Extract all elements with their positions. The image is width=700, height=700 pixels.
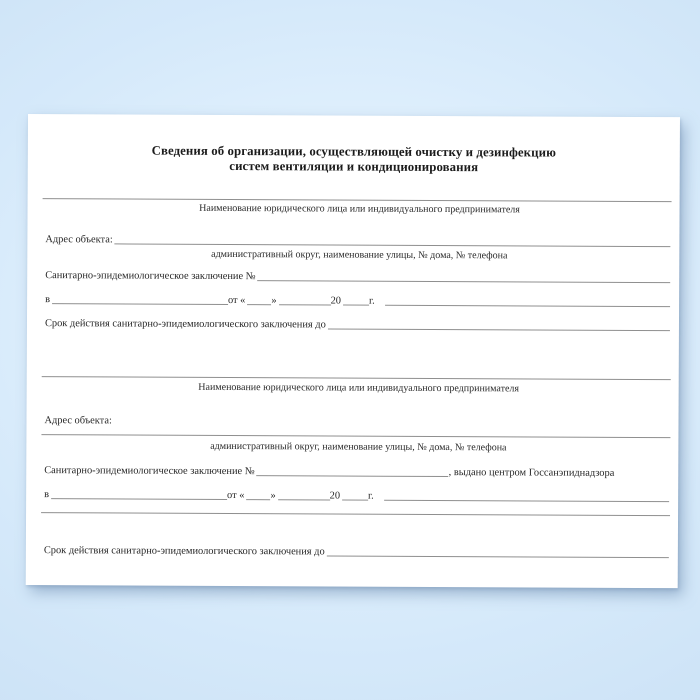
- conclusion-label: Санитарно-эпидемиологическое заключение №: [45, 270, 256, 283]
- year-prefix-label: 20: [330, 295, 342, 307]
- address-label: Адрес объекта:: [45, 234, 113, 246]
- issued-in-blank-line: [52, 300, 228, 305]
- year-prefix-label-2: 20: [329, 490, 341, 502]
- quote-close-label: »: [271, 295, 277, 307]
- issued-in-label: в: [45, 294, 51, 306]
- date-from-label-2: от «: [227, 489, 245, 502]
- org-name-blank-line: [43, 198, 672, 202]
- conclusion-field-row-2: [44, 465, 669, 480]
- document-title-line-2: систем вентиляции и кондиционирования: [229, 158, 479, 175]
- day-blank-line-2: [246, 496, 270, 500]
- conclusion-number-blank-line-2: [257, 472, 449, 477]
- issued-in-label-2: в: [44, 489, 50, 501]
- date-from-label: от «: [227, 294, 246, 307]
- quote-close-label-2: »: [270, 490, 276, 502]
- extra-blank-line-2: [384, 497, 669, 502]
- month-blank-line: [279, 301, 331, 305]
- day-blank-line: [247, 301, 271, 305]
- address-field-row: [45, 234, 670, 249]
- validity-blank-line: [328, 325, 670, 331]
- validity-field-row-2: [44, 545, 669, 560]
- issue-date-row: [45, 294, 670, 309]
- year-letter-label-2: г.: [368, 490, 374, 502]
- issue-date-row-2: [44, 489, 669, 504]
- validity-blank-line-2: [327, 552, 669, 558]
- conclusion-number-blank-line: [258, 277, 671, 283]
- month-blank-line-2: [278, 496, 330, 500]
- address-blank-line-2: [41, 434, 670, 438]
- validity-field-row: [45, 318, 670, 333]
- issued-in-blank-line-2: [51, 495, 227, 500]
- year-letter-label: г.: [368, 295, 375, 307]
- address-caption: административный округ, наименование улицы, № дома, № телефона: [211, 248, 508, 262]
- year-blank-line-2: [342, 497, 368, 501]
- address-blank-line: [115, 240, 671, 247]
- extra-blank-line: [385, 302, 670, 307]
- org-name-caption-2: Наименование юридического лица или индивидуального предпринимателя: [198, 381, 520, 395]
- address-caption-2: административный округ, наименование улицы, № дома, № телефона: [210, 440, 507, 454]
- address-label-2: Адрес объекта:: [44, 415, 112, 427]
- org-name-blank-line-2: [42, 376, 671, 380]
- validity-label-2: Срок действия санитарно-эпидемиологического заключения до: [43, 545, 325, 558]
- document-page: [26, 114, 680, 588]
- conclusion-issued-suffix: , выдано центром Госсанэпиднадзора: [448, 467, 615, 479]
- address-field-row-2: [44, 415, 669, 430]
- continuation-blank-line: [41, 512, 670, 516]
- org-name-caption: Наименование юридического лица или индивидуального предпринимателя: [199, 202, 520, 216]
- year-blank-line: [343, 302, 369, 306]
- validity-label: Срок действия санитарно-эпидемиологического заключения до: [44, 318, 326, 331]
- conclusion-label-2: Санитарно-эпидемиологическое заключение №: [44, 465, 255, 478]
- document-title-line-1: Сведения об организации, осуществляющей очистку и дезинфекцию: [151, 143, 557, 160]
- conclusion-field-row: [45, 270, 670, 285]
